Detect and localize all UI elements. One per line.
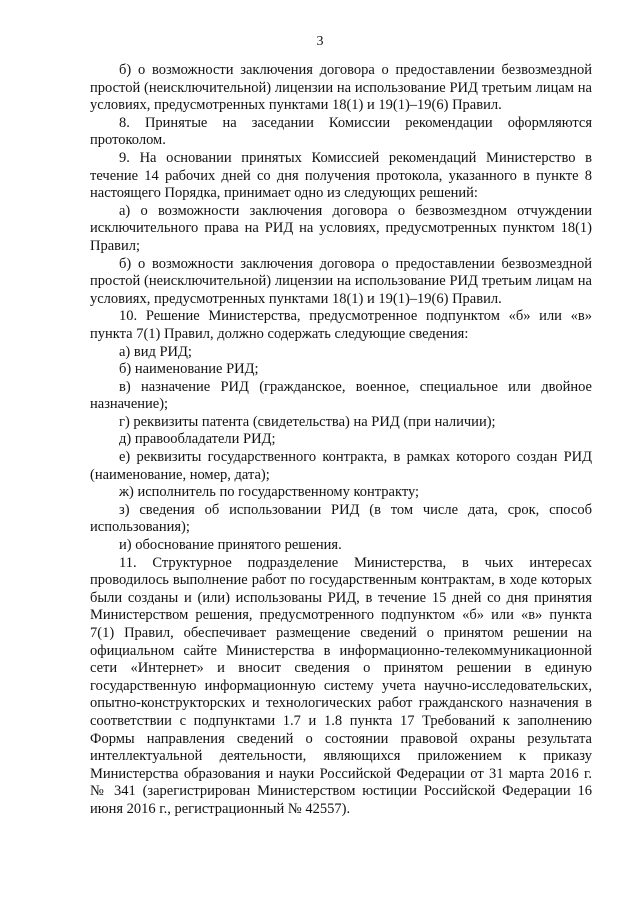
paragraph-7-b: б) о возможности заключения договора о предоставлении безвозмездной простой (неисключительной) лицензии на использование РИД третьим лицам на условиях, предусмотренных пунктами 18(1) и 19(1)–19(6) Правил.	[90, 62, 592, 114]
paragraph-11: 11. Структурное подразделение Министерства, в чьих интересах проводилось выполнение работ по государственным контрактам, в ходе которых были созданы и (или) использованы РИД, в течение 15 дней со дня принятия Министерством решения, предусмотренного подпунктом «б» или «в» пункта 7(1) Правил, обеспечивает размещение сведений о принятом решении на официальном сайте Министерства в информационно-телекоммуникационной сети «Интернет» и вносит сведения о принятом решении в единую государственную информационную систему учета научно-исследовательских, опытно-конструкторских и технологических работ гражданского назначения в соответствии с подпунктами 1.7 и 1.8 пункта 17 Требований к заполнению Формы направления сведений о состоянии правовой охраны результата интеллектуальной деятельности, являющихся приложением к приказу Министерства образования и науки Российской Федерации от 31 марта 2016 г. № 341 (зарегистрирован Министерством юстиции Российской Федерации 16 июня 2016 г., регистрационный № 42557).	[90, 554, 592, 817]
paragraph-10-b: б) наименование РИД;	[119, 361, 259, 378]
paragraph-10: 10. Решение Министерства, предусмотренное подпунктом «б» или «в» пункта 7(1) Правил, должно содержать следующие сведения:	[90, 308, 592, 342]
document-body	[90, 62, 592, 819]
paragraph-8: 8. Принятые на заседании Комиссии рекомендации оформляются протоколом.	[90, 114, 592, 149]
paragraph-9: 9. На основании принятых Комиссией рекомендаций Министерство в течение 14 рабочих дней со дня получения протокола, указанного в пункте 8 настоящего Порядка, принимает одно из следующих решений:	[90, 149, 592, 202]
page-number: 3	[316, 34, 324, 49]
paragraph-10-e: е) реквизиты государственного контракта, в рамках которого создан РИД (наименование, номер, дата);	[90, 449, 592, 483]
paragraph-10-g: г) реквизиты патента (свидетельства) на РИД (при наличии);	[119, 413, 496, 430]
paragraph-10-i: и) обоснование принятого решения.	[119, 537, 342, 554]
paragraph-10-d: д) правообладатели РИД;	[119, 431, 276, 448]
paragraph-10-v: в) назначение РИД (гражданское, военное, специальное или двойное назначение);	[90, 378, 592, 413]
paragraph-9-a: а) о возможности заключения договора о безвозмездном отчуждении исключительного права на РИД на условиях, предусмотренных пунктом 18(1) Правил;	[90, 202, 592, 254]
paragraph-10-z: з) сведения об использовании РИД (в том числе дата, срок, способ использования);	[90, 501, 592, 536]
paragraph-10-a: а) вид РИД;	[119, 343, 192, 360]
paragraph-9-b: б) о возможности заключения договора о предоставлении безвозмездной простой (неисключительной) лицензии на использование РИД третьим лицам на условиях, предусмотренных пунктами 18(1) и 19(1)–19(6) Правил.	[90, 255, 592, 307]
paragraph-10-zh: ж) исполнитель по государственному контракту;	[119, 484, 420, 501]
